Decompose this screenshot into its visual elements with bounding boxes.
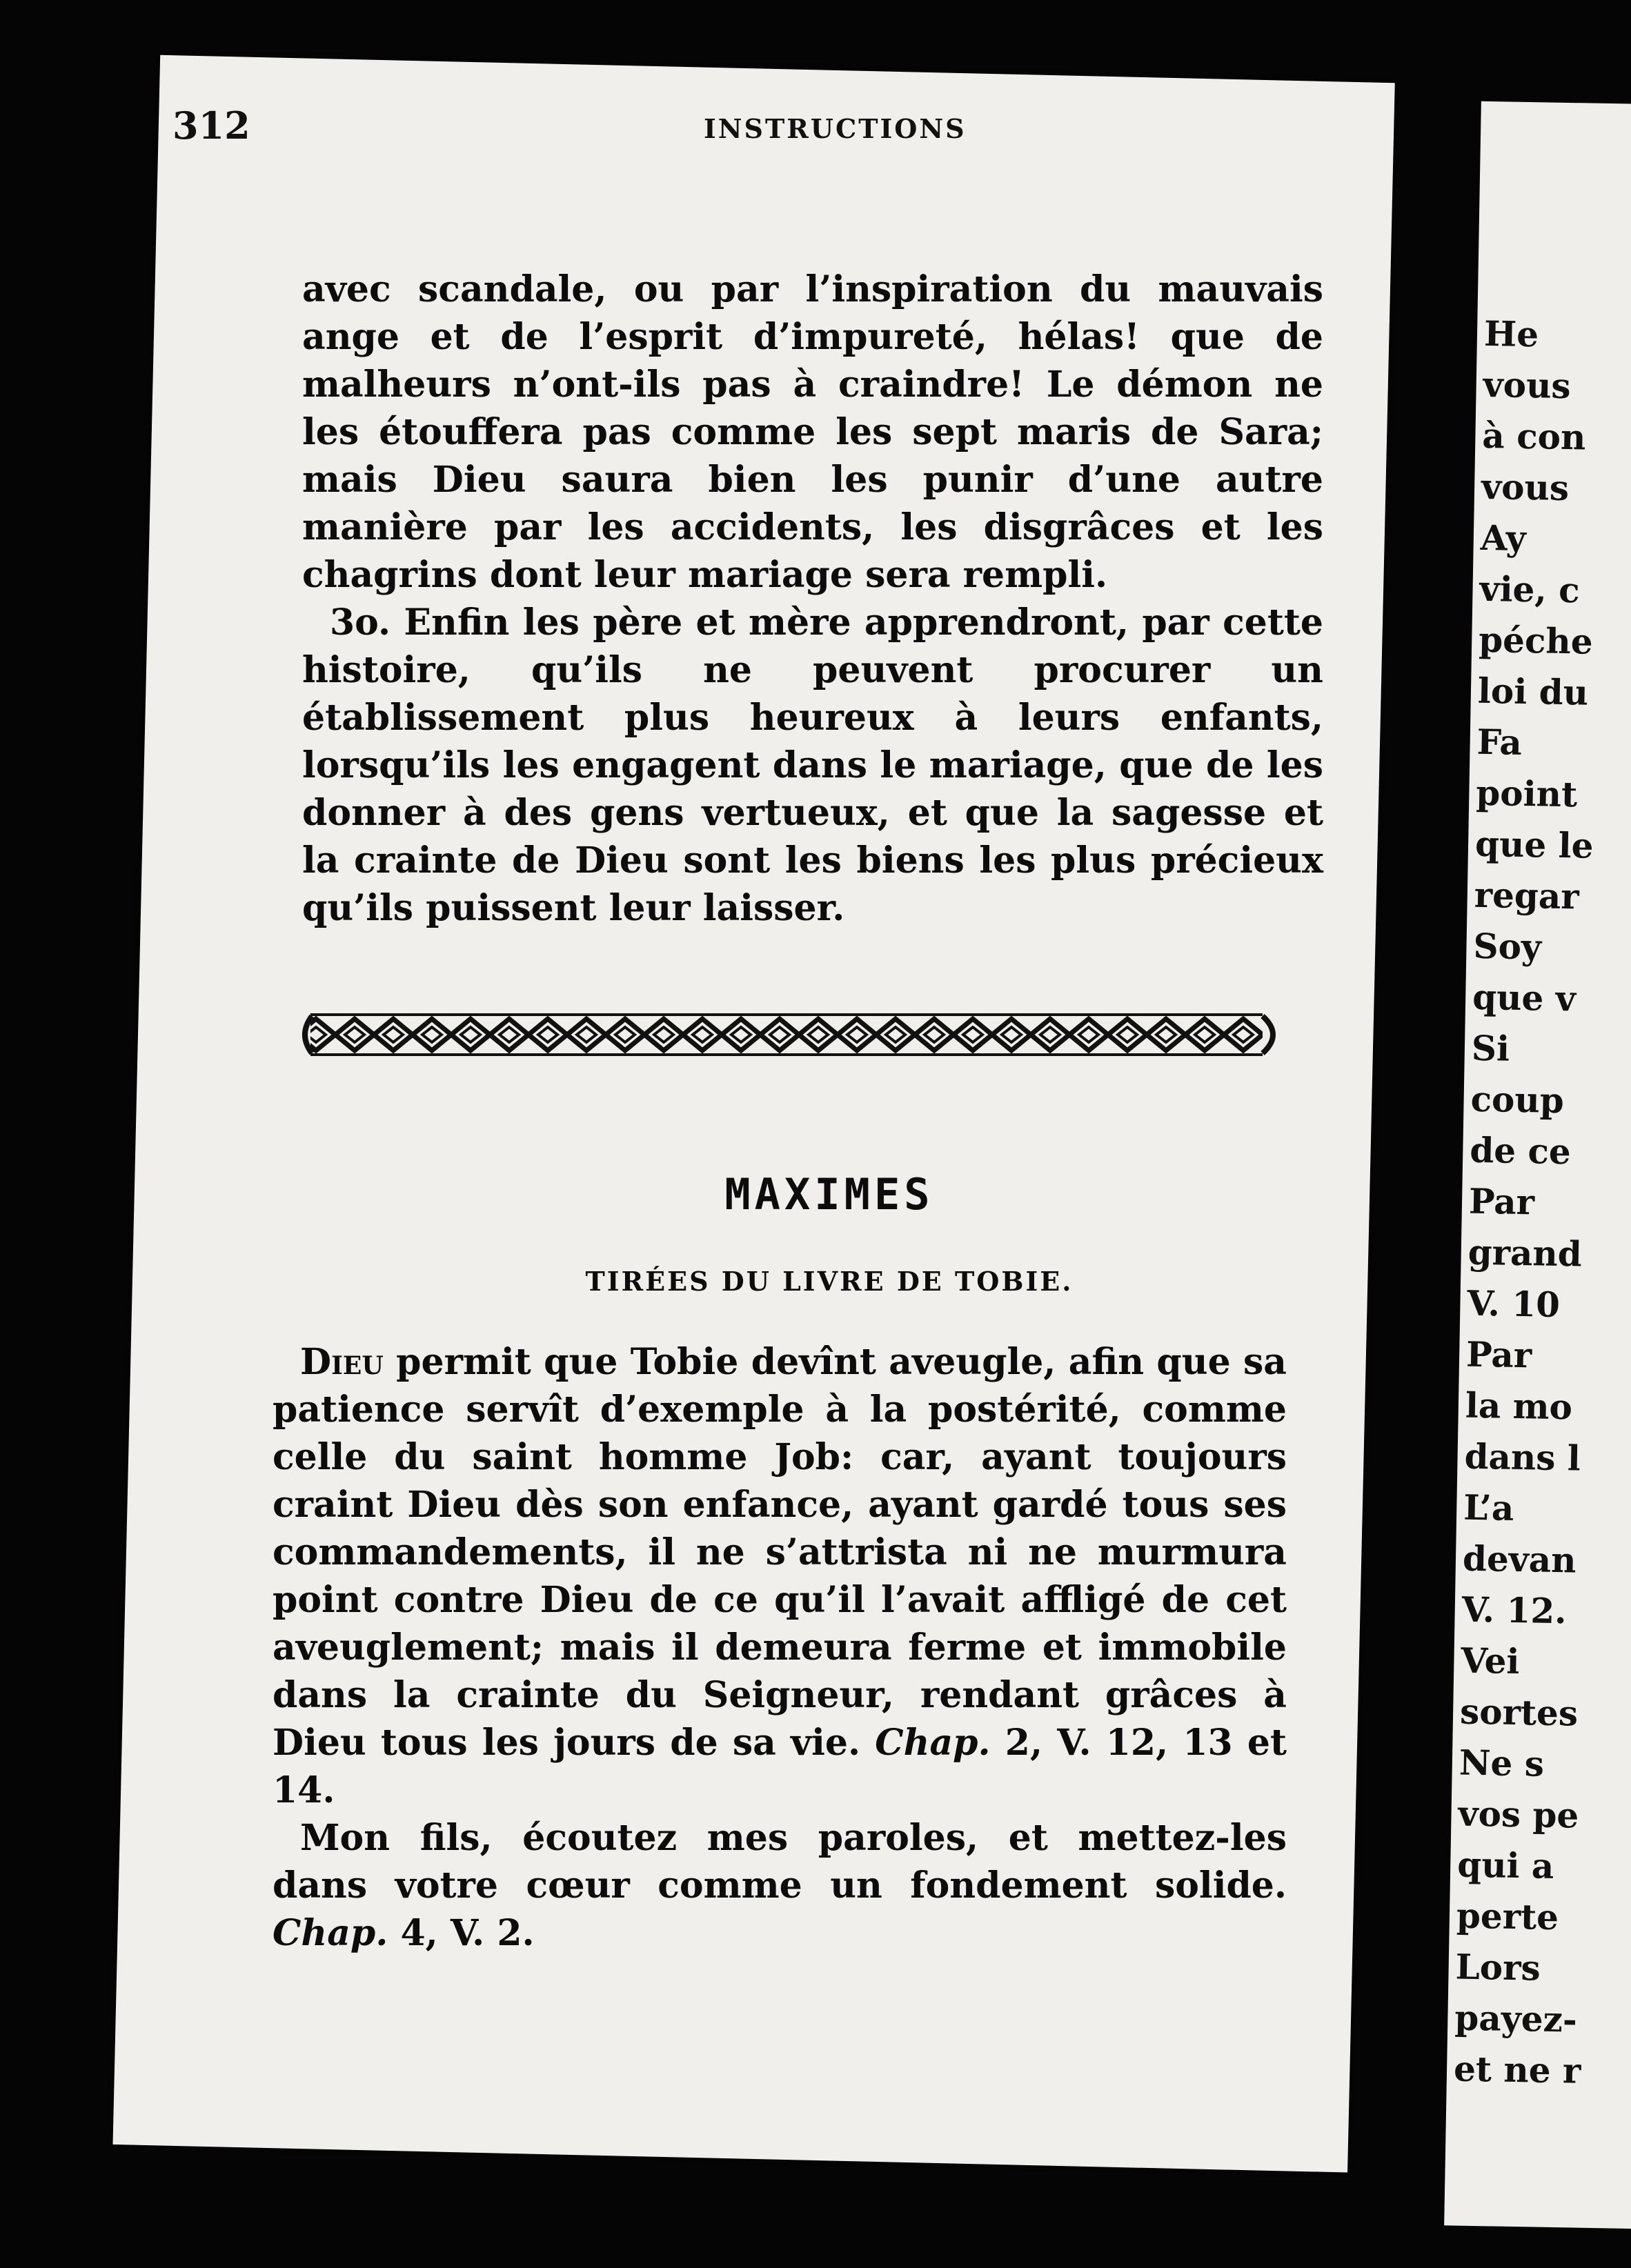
running-head: INSTRUCTIONS: [704, 113, 967, 144]
maxim-1-lead: Dieu: [300, 1341, 384, 1383]
maxim-1-body: permit que Tobie devînt aveugle, afin que sa patience servît d’exemple à la postérité, comme celle du saint homme Job: car, ayant toujours craint Dieu dès son enfance, ayant gardé tous ses commandements, il ne s’attrista ni ne murmura point contre Dieu de ce qu’il l’avait affligé de cet aveuglement; mais il demeura ferme et immobile dans la crainte du Seigneur, rendant grâces à Dieu tous les jours de sa vie.: [273, 1341, 1287, 1764]
facing-page-line: Ay: [1480, 517, 1527, 559]
section-subtitle: TIRÉES DU LIVRE DE TOBIE.: [585, 1266, 1074, 1297]
maxim-2-ref-chap: Chap.: [273, 1912, 388, 1954]
facing-page-line: regar: [1474, 874, 1580, 917]
facing-page: [1444, 101, 1631, 2231]
paragraph-1: avec scandale, ou par l’inspiration du mauvais ange et de l’esprit d’impureté, hélas! que de malheurs n’ont-ils pas à craindre! Le démon ne les étouffera pas comme les sept maris de Sara; mais Dieu saura bien les punir d’une autre manière par les accidents, les disgrâces et les chagrins dont leur mariage sera rempli.: [302, 268, 1323, 596]
facing-page-line: Fa: [1476, 721, 1523, 763]
facing-page-line: Lors: [1455, 1946, 1541, 1989]
facing-page-line: qui a: [1456, 1844, 1554, 1887]
facing-page-line: Par: [1465, 1333, 1532, 1376]
maxim-2: [273, 1814, 1287, 1957]
facing-page-line: He: [1483, 312, 1539, 355]
facing-page-line: que le: [1474, 823, 1594, 866]
page-header: [172, 103, 1345, 159]
facing-page-line: Soy: [1473, 925, 1542, 968]
facing-page-line: et ne r: [1453, 2048, 1581, 2091]
maxim-2-body: Mon fils, écoutez mes paroles, et mettez-les dans votre cœur comme un fondement solide.: [273, 1817, 1287, 1907]
facing-page-line: vie, c: [1479, 568, 1581, 611]
page-number: 312: [172, 103, 250, 148]
facing-page-line: sortes: [1459, 1691, 1579, 1734]
facing-page-line: coup: [1470, 1078, 1565, 1122]
facing-page-line: Vei: [1460, 1640, 1520, 1682]
facing-page-line: Si: [1471, 1027, 1510, 1069]
facing-page-line: Ne s: [1459, 1742, 1545, 1784]
facing-page-line: Par: [1468, 1180, 1535, 1223]
maxim-1-ref: 2, V. 12, 13 et 14.: [273, 1722, 1287, 1811]
maxim-2-ref: 4, V. 2.: [388, 1912, 535, 1954]
facing-page-line: V. 10: [1466, 1282, 1561, 1325]
facing-page-line: vos pe: [1458, 1793, 1579, 1836]
facing-page-line: vous: [1483, 364, 1572, 407]
facing-page-line: V. 12.: [1461, 1589, 1568, 1632]
facing-page-line: perte: [1456, 1895, 1559, 1938]
continued-text: [302, 266, 1323, 932]
paragraph-2: 3o. Enfin les père et mère apprendront, par cette histoire, qu’ils ne peuvent procurer un établissement plus heureux à leurs enfants, lorsqu’ils les engagent dans le mariage, que de les donner à des gens vertueux, et que la sagesse et la crainte de Dieu sont les biens les plus précieux qu’ils puissent leur laisser.: [302, 601, 1323, 929]
facing-page-line: grand: [1467, 1231, 1583, 1275]
facing-page-line: dans l: [1464, 1435, 1581, 1479]
facing-page-line: de ce: [1469, 1129, 1572, 1173]
facing-page-line: que v: [1472, 976, 1576, 1019]
maxim-1-ref-chap: Chap.: [875, 1722, 991, 1764]
maxim-1: [273, 1338, 1287, 1814]
facing-page-line: L’a: [1463, 1486, 1514, 1529]
facing-page-line: la mo: [1465, 1384, 1573, 1428]
facing-page-line: devan: [1462, 1538, 1577, 1581]
facing-page-line: à con: [1481, 415, 1586, 458]
facing-page-line: péche: [1478, 619, 1594, 662]
facing-page-line: vous: [1481, 466, 1570, 509]
decorative-rule: [297, 1011, 1290, 1059]
facing-page-line: loi du: [1477, 670, 1589, 713]
facing-page-line: point: [1475, 772, 1578, 815]
facing-page-line: payez-: [1454, 1997, 1578, 2040]
section-title: MAXIMES: [724, 1169, 934, 1220]
maxims-text: [273, 1338, 1287, 1957]
